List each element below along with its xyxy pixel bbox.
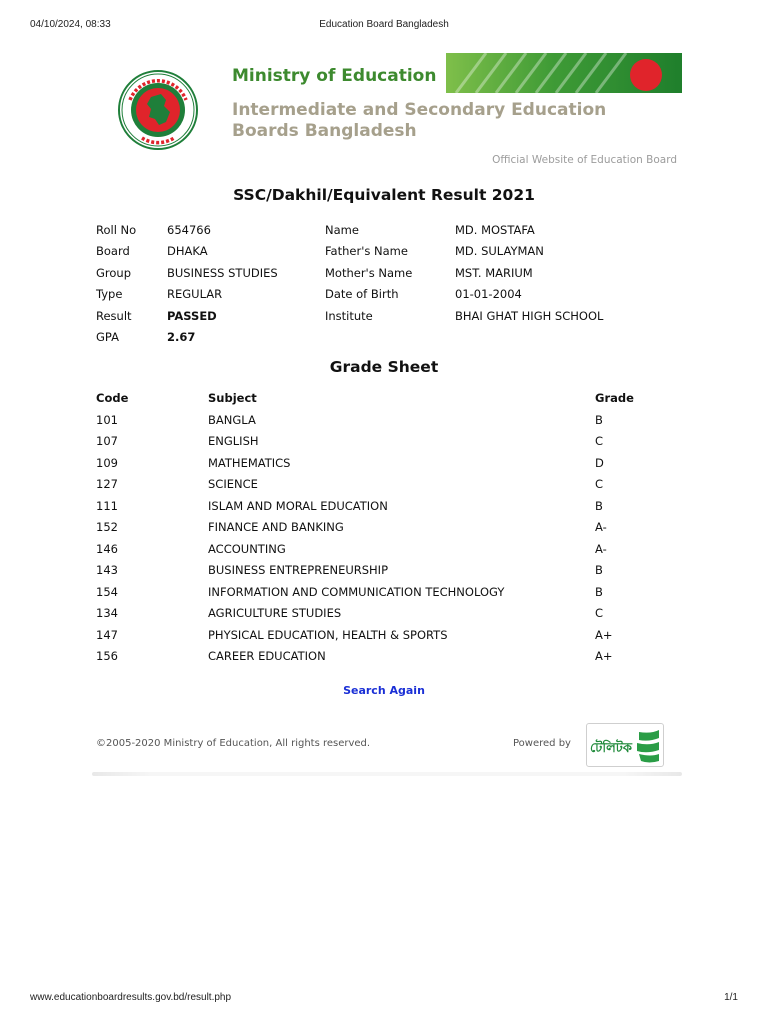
print-url: www.educationboardresults.gov.bd/result.php [30, 992, 232, 1003]
info-label: Father's Name [325, 244, 408, 259]
info-value: BHAI GHAT HIGH SCHOOL [455, 308, 604, 323]
subject-name: CAREER EDUCATION [208, 649, 326, 663]
header-banner-image [446, 53, 682, 93]
subject-name: AGRICULTURE STUDIES [208, 606, 342, 620]
subject-name: MATHEMATICS [208, 455, 291, 470]
subject-grade: A- [595, 541, 607, 556]
table-row [96, 474, 656, 496]
subject-name: ENGLISH [208, 434, 259, 448]
table-row [96, 646, 656, 668]
student-info-row [96, 242, 696, 263]
copyright-text: ©2005-2020 Ministry of Education, All rights reserved. [96, 738, 371, 749]
info-value: REGULAR [167, 287, 223, 302]
info-value: MD. MOSTAFA [455, 223, 535, 237]
subject-code: 134 [96, 606, 118, 620]
teletalk-logo[interactable] [586, 723, 664, 767]
subject-code: 101 [96, 412, 118, 427]
table-row [96, 582, 656, 604]
info-label: Mother's Name [325, 265, 413, 280]
info-value: MD. SULAYMAN [455, 244, 544, 259]
code-header: Code [96, 391, 129, 405]
print-footer [30, 992, 738, 1006]
subject-code: 146 [96, 541, 118, 556]
table-row [96, 453, 656, 475]
grade-sheet-title: Grade Sheet [329, 358, 439, 376]
subject-grade: A+ [595, 627, 613, 642]
info-value: DHAKA [167, 244, 208, 259]
info-label: Result [96, 308, 132, 323]
subject-name: ACCOUNTING [208, 541, 286, 556]
search-again-container [0, 679, 768, 698]
subject-code: 109 [96, 455, 118, 470]
print-page-number: 1/1 [724, 992, 738, 1003]
teletalk-logo-text: টেলিটক [590, 741, 632, 756]
info-value: PASSED [167, 308, 217, 323]
info-label: Group [96, 265, 132, 280]
print-datetime: 04/10/2024, 08:33 [30, 19, 111, 30]
subject-name: PHYSICAL EDUCATION, HEALTH & SPORTS [208, 627, 448, 642]
subject-grade: B [595, 498, 603, 513]
subject-code: 127 [96, 477, 118, 491]
subject-name: BANGLA [208, 412, 256, 427]
student-info-row [96, 307, 696, 328]
info-value: 2.67 [167, 329, 196, 344]
info-label: Roll No [96, 223, 137, 237]
table-row [96, 496, 656, 518]
subject-grade: B [595, 563, 603, 577]
grade-sheet-header [96, 388, 656, 410]
grade-sheet-table [96, 388, 656, 668]
subject-code: 147 [96, 627, 118, 642]
ministry-title: Ministry of Education [232, 66, 437, 86]
subject-code: 154 [96, 584, 118, 599]
info-label: Board [96, 244, 130, 259]
site-tagline: Official Website of Education Board [492, 154, 677, 166]
table-row [96, 410, 656, 432]
table-row [96, 625, 656, 647]
subject-name: SCIENCE [208, 477, 258, 491]
print-header [30, 19, 738, 33]
table-row [96, 560, 656, 582]
info-value: BUSINESS STUDIES [167, 265, 278, 280]
footer-divider [92, 772, 682, 776]
subject-name: BUSINESS ENTREPRENEURSHIP [208, 563, 389, 577]
info-value: 01-01-2004 [455, 287, 522, 302]
info-label: Name [325, 223, 359, 237]
table-row [96, 431, 656, 453]
subject-grade: C [595, 477, 604, 491]
subject-grade: A+ [595, 649, 613, 663]
table-row [96, 517, 656, 539]
info-label: Date of Birth [325, 287, 399, 302]
info-value: 654766 [167, 223, 211, 237]
table-row [96, 539, 656, 561]
government-seal-icon [118, 70, 198, 154]
table-row [96, 603, 656, 625]
grade-header: Grade [595, 391, 634, 405]
info-value: MST. MARIUM [455, 265, 533, 280]
student-info-row [96, 221, 696, 242]
subject-code: 107 [96, 434, 118, 448]
student-info-row [96, 285, 696, 306]
powered-by-text: Powered by [513, 738, 571, 749]
subject-grade: B [595, 584, 603, 599]
student-info-row [96, 264, 696, 285]
subject-header: Subject [208, 391, 257, 405]
info-label: Institute [325, 308, 373, 323]
subject-name: INFORMATION AND COMMUNICATION TECHNOLOGY [208, 584, 505, 599]
student-info-table [96, 221, 696, 349]
subject-grade: C [595, 606, 604, 620]
subject-grade: A- [595, 520, 607, 534]
subject-grade: C [595, 434, 604, 448]
info-label: Type [96, 287, 123, 302]
subject-name: ISLAM AND MORAL EDUCATION [208, 498, 388, 513]
student-info-row [96, 328, 696, 349]
search-again-link[interactable]: Search Again [343, 684, 425, 697]
result-title: SSC/Dakhil/Equivalent Result 2021 [233, 186, 535, 204]
info-label: GPA [96, 329, 119, 344]
boards-title: Intermediate and Secondary Education Boards Bangladesh [232, 100, 607, 141]
subject-code: 111 [96, 498, 118, 513]
print-title: Education Board Bangladesh [319, 19, 449, 30]
subject-code: 156 [96, 649, 118, 663]
subject-code: 143 [96, 563, 118, 577]
subject-grade: D [595, 455, 604, 470]
subject-name: FINANCE AND BANKING [208, 520, 344, 534]
subject-grade: B [595, 412, 603, 427]
subject-code: 152 [96, 520, 118, 534]
